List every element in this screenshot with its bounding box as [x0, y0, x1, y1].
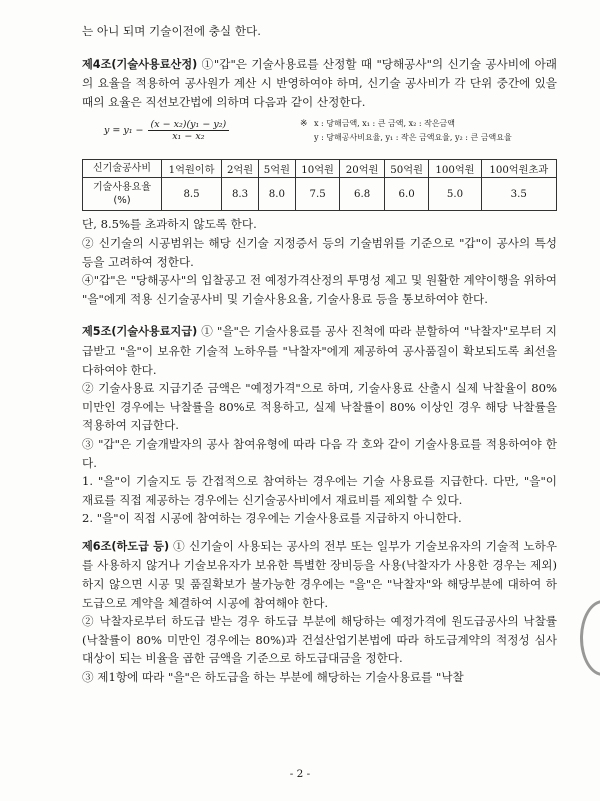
formula-legend: ※ x : 당해금액, x₁ : 큰 금액, x₂ : 작은금액 y : 당해공사비요율, y₁ : 작은 금액요율, y₂ : 큰 금액요율	[300, 119, 512, 143]
page-number: - 2 -	[289, 768, 311, 780]
interpolation-formula: y = y₁ − $\frac{\text{(x − x₂)(y₁ − y₂)}}{\text{x₁ − x₂}}$	[104, 119, 229, 142]
table-row: 기술사용요율 (%) 8.5 8.3 8.0 7.5 6.8 6.0 5.0 3.5	[83, 178, 557, 211]
article-6-para-3: ③ 제1항에 따라 "을"은 하도급을 하는 부분에 해당하는 기술사용료를 "낙찰	[82, 670, 464, 685]
article-4-para-3: ④"갑"은 "당해공사"의 입찰공고 전 예정가격산정의 투명성 제고 및 원활한 계약이행을 위하여 "을"에게 적용 신기술공사비 및 기술사용요율, 기술사용료 등을 통보하여야 한다.	[82, 273, 557, 306]
article-4-para-2: ② 신기술의 시공범위는 해당 신기술 지정증서 등의 기술범위를 기준으로 "갑"이 공사의 특성 등을 고려하여 정한다.	[82, 235, 557, 269]
continued-line: 는 아니 되며 기술이전에 충실 한다.	[82, 24, 261, 38]
article-5-para-3: ③ "갑"은 기술개발자의 공사 참여유형에 따라 다음 각 호와 같이 기술사용료를 적용하여야 한다.	[82, 436, 557, 470]
article-4-note: 단, 8.5%를 초과하지 않도록 한다.	[82, 217, 257, 232]
article-6-heading: 제6조(하도급 등)	[82, 539, 170, 553]
article-5-para-1: 제5조(기술사용료지급) ① "을"은 기술사용료를 공사 진척에 따라 분할하여 "낙찰자"로부터 지급받고 "을"이 보유한 기술적 노하우를 "낙찰자"에게 제공하여 공사품질이 확보되도록 최선을 다하여야 한다.	[82, 324, 557, 377]
article-6-para-2: ② 낙찰자로부터 하도급 받는 경우 하도급 부분에 해당하는 예정가격에 원도급공사의 낙찰률(낙찰률이 80% 미만인 경우에는 80%)과 건설산업기본법에 따라 하도급계약의 적정성 심사 대상이 되는 비율을 곱한 금액을 기준으로 하도급대금을 정한다.	[82, 614, 557, 666]
table-row: 신기술공사비 1억원이하 2억원 5억원 10억원 20억원 50억원 100억원 100억원초과	[83, 160, 557, 178]
article-5-item-2: 2. "을"이 직접 시공에 참여하는 경우에는 기술사용료를 지급하지 아니한다.	[82, 511, 462, 526]
article-5-item-1: 1. "을"이 기술지도 등 간접적으로 참여하는 경우에는 기술 사용료를 지급한다. 다만, "을"이 재료를 직접 제공하는 경우에는 신기술공사비에서 재료비를 제외할 수 있다.	[82, 474, 557, 507]
article-5-heading: 제5조(기술사용료지급)	[82, 325, 198, 339]
rate-table	[82, 159, 557, 211]
article-5-para-2: ② 기술사용료 지급기준 금액은 "예정가격"으로 하며, 기술사용료 산출시 실제 낙찰율이 80% 미만인 경우에는 낙찰률을 80%로 적용하고, 실제 낙찰률이 80% 이상인 경우 해당 낙찰률을 적용하여 지급한다.	[82, 381, 557, 433]
seal-stamp	[580, 600, 600, 676]
article-4-para-1: 제4조(기술사용료산정) ①"갑"은 기술사용료를 산정할 때 "당해공사"의 신기술 공사비에 아래의 요율을 적용하여 공사원가 계산 시 반영하여야 하며, 신기술 공사비가 각 단위 중간에 있을 때의 요율은 직선보간법에 의하며 다음과 같이 산정한다.	[82, 56, 557, 109]
formula-block	[82, 113, 557, 155]
document-page	[82, 22, 557, 687]
article-4-heading: 제4조(기술사용료산정)	[82, 57, 198, 71]
article-6-para-1: 제6조(하도급 등) ① 신기술이 사용되는 공사의 전부 또는 일부가 기술보유자의 기술적 노하우를 사용하지 않거나 기술보유자가 보유한 특별한 장비등을 사용(낙찰자가 사용한 경우는 제외)하지 않으면 시공 및 품질확보가 불가능한 경우에는 "을"은 "낙찰자"와 해당부분에 대하여 하도급으로 계약을 체결하여 시공에 참여해야 한다.	[82, 538, 558, 610]
